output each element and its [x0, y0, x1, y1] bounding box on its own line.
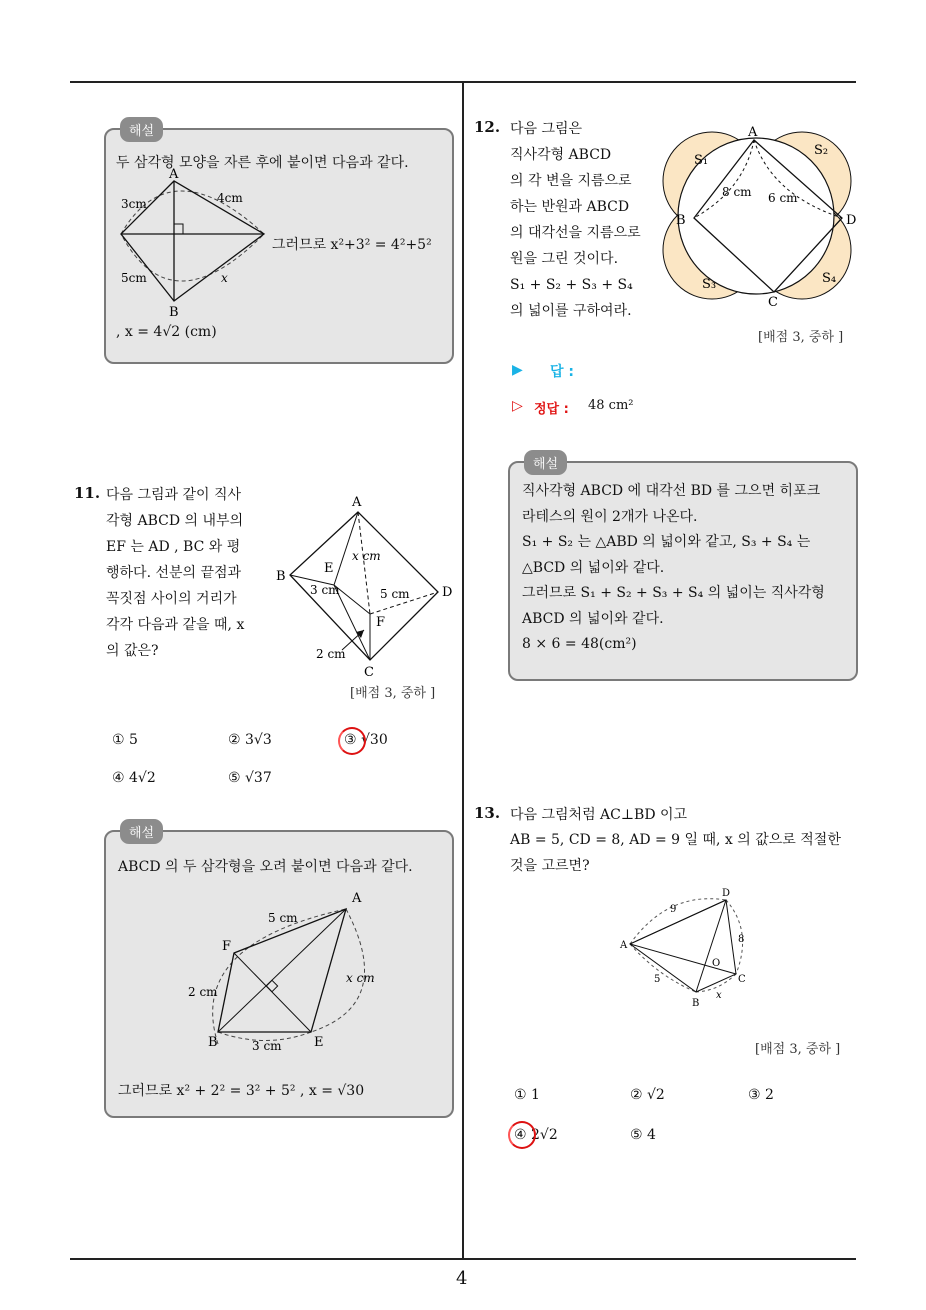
label-x: x [716, 990, 722, 1001]
q11-choice-3[interactable]: ③ √30 [344, 732, 388, 748]
explanation-line: ABCD 의 넓이와 같다. [522, 610, 664, 627]
q11-line: 행하다. 선분의 끝점과 [106, 565, 242, 581]
vertex-b: B [276, 569, 286, 584]
label-6cm: 6 cm [768, 191, 798, 205]
rearranged-figure [188, 884, 416, 1059]
q11-choice-2[interactable]: ② 3√3 [228, 732, 272, 748]
label-3cm: 3 cm [252, 1039, 282, 1053]
q11-score: [배점 3, 중하 ] [350, 686, 436, 701]
q11-line: 꼭짓점 사이의 거리가 [106, 591, 237, 607]
explanation-box-q12 [508, 457, 858, 681]
vertex-b: B [676, 213, 686, 228]
q13-choice-5[interactable]: ⑤ 4 [630, 1127, 656, 1143]
label-3cm: 3 cm [310, 583, 340, 597]
vertex-e: E [314, 1035, 324, 1050]
q11-line: 의 값은? [106, 643, 159, 659]
question-number-13: 13. [474, 804, 501, 822]
label-xcm: x cm [346, 971, 375, 985]
correct-label: 정답 : [534, 402, 569, 417]
explanation-box-q10 [104, 124, 454, 364]
vertex-d: D [442, 585, 453, 600]
label-8: 8 [738, 934, 745, 945]
label-2cm: 2 cm [316, 647, 346, 661]
explanation-text [522, 479, 825, 658]
q13-choice-1[interactable]: ① 1 [514, 1087, 540, 1103]
vertex-b: B [208, 1035, 218, 1050]
label-9: 9 [670, 904, 677, 915]
question-11-text [106, 482, 266, 664]
vertex-b: B [169, 305, 179, 320]
region-s2: S₂ [814, 143, 829, 158]
correct-value: 48 cm² [588, 398, 634, 413]
answer-mark-circle [508, 1121, 536, 1149]
explanation-line: 두 삼각형 모양을 자른 후에 붙이면 다음과 같다. [116, 155, 409, 171]
label-5: 5 [654, 974, 661, 985]
vertex-c: C [768, 295, 778, 310]
q11-choice-4[interactable]: ④ 4√2 [112, 770, 156, 786]
label-5cm: 5 cm [380, 587, 410, 601]
q12-line: 다음 그림은 [510, 121, 583, 137]
explanation-line: 직사각형 ABCD 에 대각선 BD 를 그으면 히포크 [522, 483, 821, 499]
question-number-12: 12. [474, 118, 501, 136]
q12-line: 의 넓이를 구하여라. [510, 303, 632, 319]
answer-label: 답 : [550, 364, 574, 380]
vertex-a: A [748, 125, 758, 140]
answer-arrow-icon: ▶ [512, 362, 523, 378]
vertex-a: A [352, 495, 362, 510]
vertex-a: A [169, 167, 179, 182]
vertex-a: A [352, 891, 362, 906]
explanation-line: 그러므로 S₁ + S₂ + S₃ + S₄ 의 넓이는 직사각형 [522, 585, 825, 601]
vertex-f: F [376, 615, 386, 630]
vertex-c: C [738, 974, 746, 985]
vertex-f: F [222, 939, 232, 954]
page-number: 4 [456, 1268, 468, 1289]
vertex-d: D [722, 888, 731, 899]
q11-choice-1[interactable]: ① 5 [112, 732, 138, 748]
explanation-box-q11 [104, 826, 454, 1118]
label-4cm: 4cm [217, 191, 243, 205]
explanation-line: 8 × 6 = 48(cm²) [522, 636, 637, 652]
explanation-line: ABCD 의 두 삼각형을 오려 붙이면 다음과 같다. [118, 859, 413, 875]
q11-choice-5[interactable]: ⑤ √37 [228, 770, 272, 786]
q13-choice-4[interactable]: ④ 2√2 [514, 1127, 558, 1143]
label-x: x [221, 271, 228, 285]
q12-line: 직사각형 ABCD [510, 147, 612, 163]
q12-line: 의 대각선을 지름으로 [510, 225, 641, 241]
explanation-result: , x = 4√2 (cm) [116, 324, 217, 340]
q13-choice-3[interactable]: ③ 2 [748, 1087, 774, 1103]
q13-line: AB = 5, CD = 8, AD = 9 일 때, x 의 값으로 적절한 [510, 832, 841, 848]
vertex-c: C [364, 665, 374, 680]
q11-line: EF 는 AD , BC 와 평 [106, 539, 241, 555]
vertex-d: D [846, 213, 857, 228]
explanation-tag: 해설 [524, 450, 567, 475]
question-12-text [510, 116, 670, 324]
q12-line: 의 각 변을 지름으로 [510, 173, 632, 189]
bottom-rule [70, 1258, 856, 1260]
q12-line: 하는 반원과 ABCD [510, 199, 630, 215]
label-3cm: 3cm [121, 197, 147, 211]
q12-line: 원을 그린 것이다. [510, 251, 619, 267]
label-2cm: 2 cm [188, 985, 218, 999]
hippocrates-figure [672, 120, 862, 310]
correct-arrow-icon: ▷ [512, 398, 523, 414]
q13-figure [618, 886, 758, 1011]
q13-score: [배점 3, 중하 ] [755, 1042, 841, 1057]
q13-choice-2[interactable]: ② √2 [630, 1087, 665, 1103]
region-s4: S₄ [822, 271, 837, 286]
explanation-equation: 그러므로 x²+3² = 4²+5² [272, 237, 432, 253]
explanation-line: △BCD 의 넓이와 같다. [522, 559, 665, 576]
q13-line: 것을 고르면? [510, 858, 590, 874]
q11-figure [272, 490, 462, 680]
explanation-line: 라테스의 원이 2개가 나온다. [522, 508, 698, 525]
q12-score: [배점 3, 중하 ] [758, 330, 844, 345]
column-divider [462, 83, 464, 1260]
question-number-11: 11. [74, 484, 101, 502]
label-5cm: 5 cm [268, 911, 298, 925]
explanation-line: S₁ + S₂ 는 △ABD 의 넓이와 같고, S₃ + S₄ 는 [522, 534, 811, 550]
label-5cm: 5cm [121, 271, 147, 285]
q11-line: 각각 다음과 같을 때, x [106, 617, 245, 633]
q11-line: 다음 그림과 같이 직사 [106, 487, 242, 503]
vertex-b: B [692, 998, 700, 1009]
q13-line: 다음 그림처럼 AC⊥BD 이고 [510, 807, 688, 823]
region-s1: S₁ [694, 153, 709, 168]
vertex-e: E [324, 561, 334, 576]
label-8cm: 8 cm [722, 185, 752, 199]
q12-line: S₁ + S₂ + S₃ + S₄ [510, 277, 633, 293]
explanation-tag: 해설 [120, 819, 163, 844]
point-o: O [712, 958, 721, 969]
explanation-tag: 해설 [120, 117, 163, 142]
q11-line: 각형 ABCD 의 내부의 [106, 513, 244, 529]
explanation-final: 그러므로 x² + 2² = 3² + 5² , x = √30 [118, 1083, 365, 1099]
region-s3: S₃ [702, 277, 717, 292]
answer-mark-circle [338, 727, 366, 755]
label-xcm: x cm [352, 549, 381, 563]
vertex-a: A [620, 940, 628, 951]
